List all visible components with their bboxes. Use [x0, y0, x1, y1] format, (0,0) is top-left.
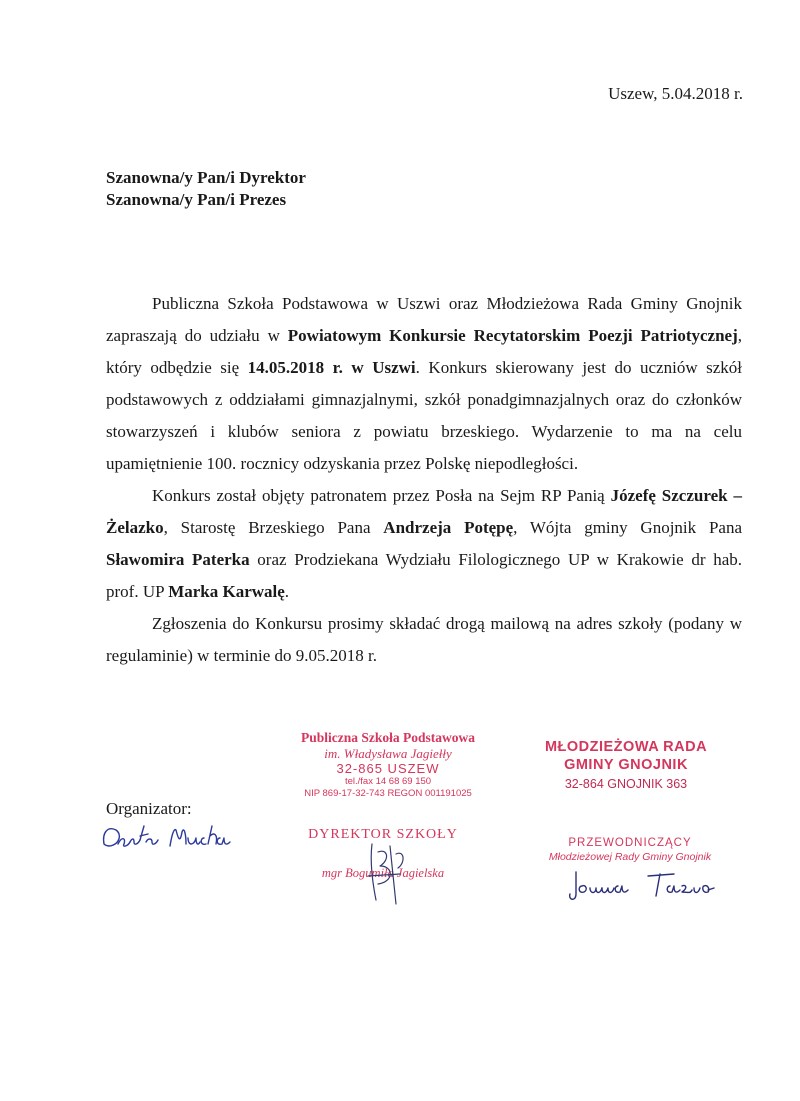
letter-body [106, 288, 742, 672]
school-stamp: Publiczna Szkoła Podstawowa im. Władysława Jagiełły 32-865 USZEW tel./fax 14 68 69 150 NIP 869-17-32-743 REGON 001191025 [300, 730, 476, 799]
chair-stamp: PRZEWODNICZĄCY Młodzieżowej Rady Gminy Gnojnik [548, 837, 712, 863]
paragraph-patronage: Konkurs został objęty patronatem przez Posła na Sejm RP Panią Józefę Szczurek – Żelazko, Starostę Brzeskiego Pana Andrzeja Potępę, Wójta gminy Gnojnik Pana Sławomira Paterka oraz Prodziekana Wydziału Filologicznego UP w Krakowie dr hab. prof. UP Marka Karwalę. [106, 486, 742, 601]
director-stamp: DYREKTOR SZKOŁY mgr Bogumiła Jagielska [308, 827, 458, 880]
patron-starost: Andrzeja Potępę [383, 518, 514, 537]
patron-dean: Marka Karwalę [168, 582, 285, 601]
patron-mayor: Sławomira Paterka [106, 550, 250, 569]
patron-mp: Józefę Szczurek – Żelazko [106, 486, 742, 537]
paragraph-invitation: Publiczna Szkoła Podstawowa w Uszwi oraz Młodzieżowa Rada Gminy Gnojnik zapraszają do udziału w Powiatowym Konkursie Recytatorskim Poezji Patriotycznej, który odbędzie się 14.05.2018 r. w Uszwi. Konkurs skierowany jest do uczniów szkół podstawowych z oddziałami gimnazjalnymi, szkół ponadgimnazjalnych oraz do członków stowarzyszeń i klubów seniora z powiatu brzeskiego. Wydarzenie to ma na celu upamiętnienie 100. rocznicy odzyskania przez Polskę niepodległości. [106, 294, 742, 473]
director-signature [360, 840, 420, 910]
chair-signature [566, 866, 716, 906]
salutation-director: Szanowna/y Pan/i Dyrektor [106, 168, 306, 187]
paragraph-applications: Zgłoszenia do Konkursu prosimy składać drogą mailową na adres szkoły (podany w regulaminie) w terminie do 9.05.2018 r. [106, 614, 742, 665]
organizer-signature [100, 818, 240, 858]
organizer-label: Organizator: [106, 799, 192, 818]
youth-council-stamp: MŁODZIEŻOWA RADA GMINY GNOJNIK 32-864 GNOJNIK 363 [544, 739, 708, 791]
salutation-president: Szanowna/y Pan/i Prezes [106, 190, 287, 209]
contest-name: Powiatowym Konkursie Recytatorskim Poezji Patriotycznej [287, 326, 738, 345]
letter-date: Uszew, 5.04.2018 r. [608, 84, 743, 103]
contest-date-place: 14.05.2018 r. w Uszwi [247, 358, 416, 377]
